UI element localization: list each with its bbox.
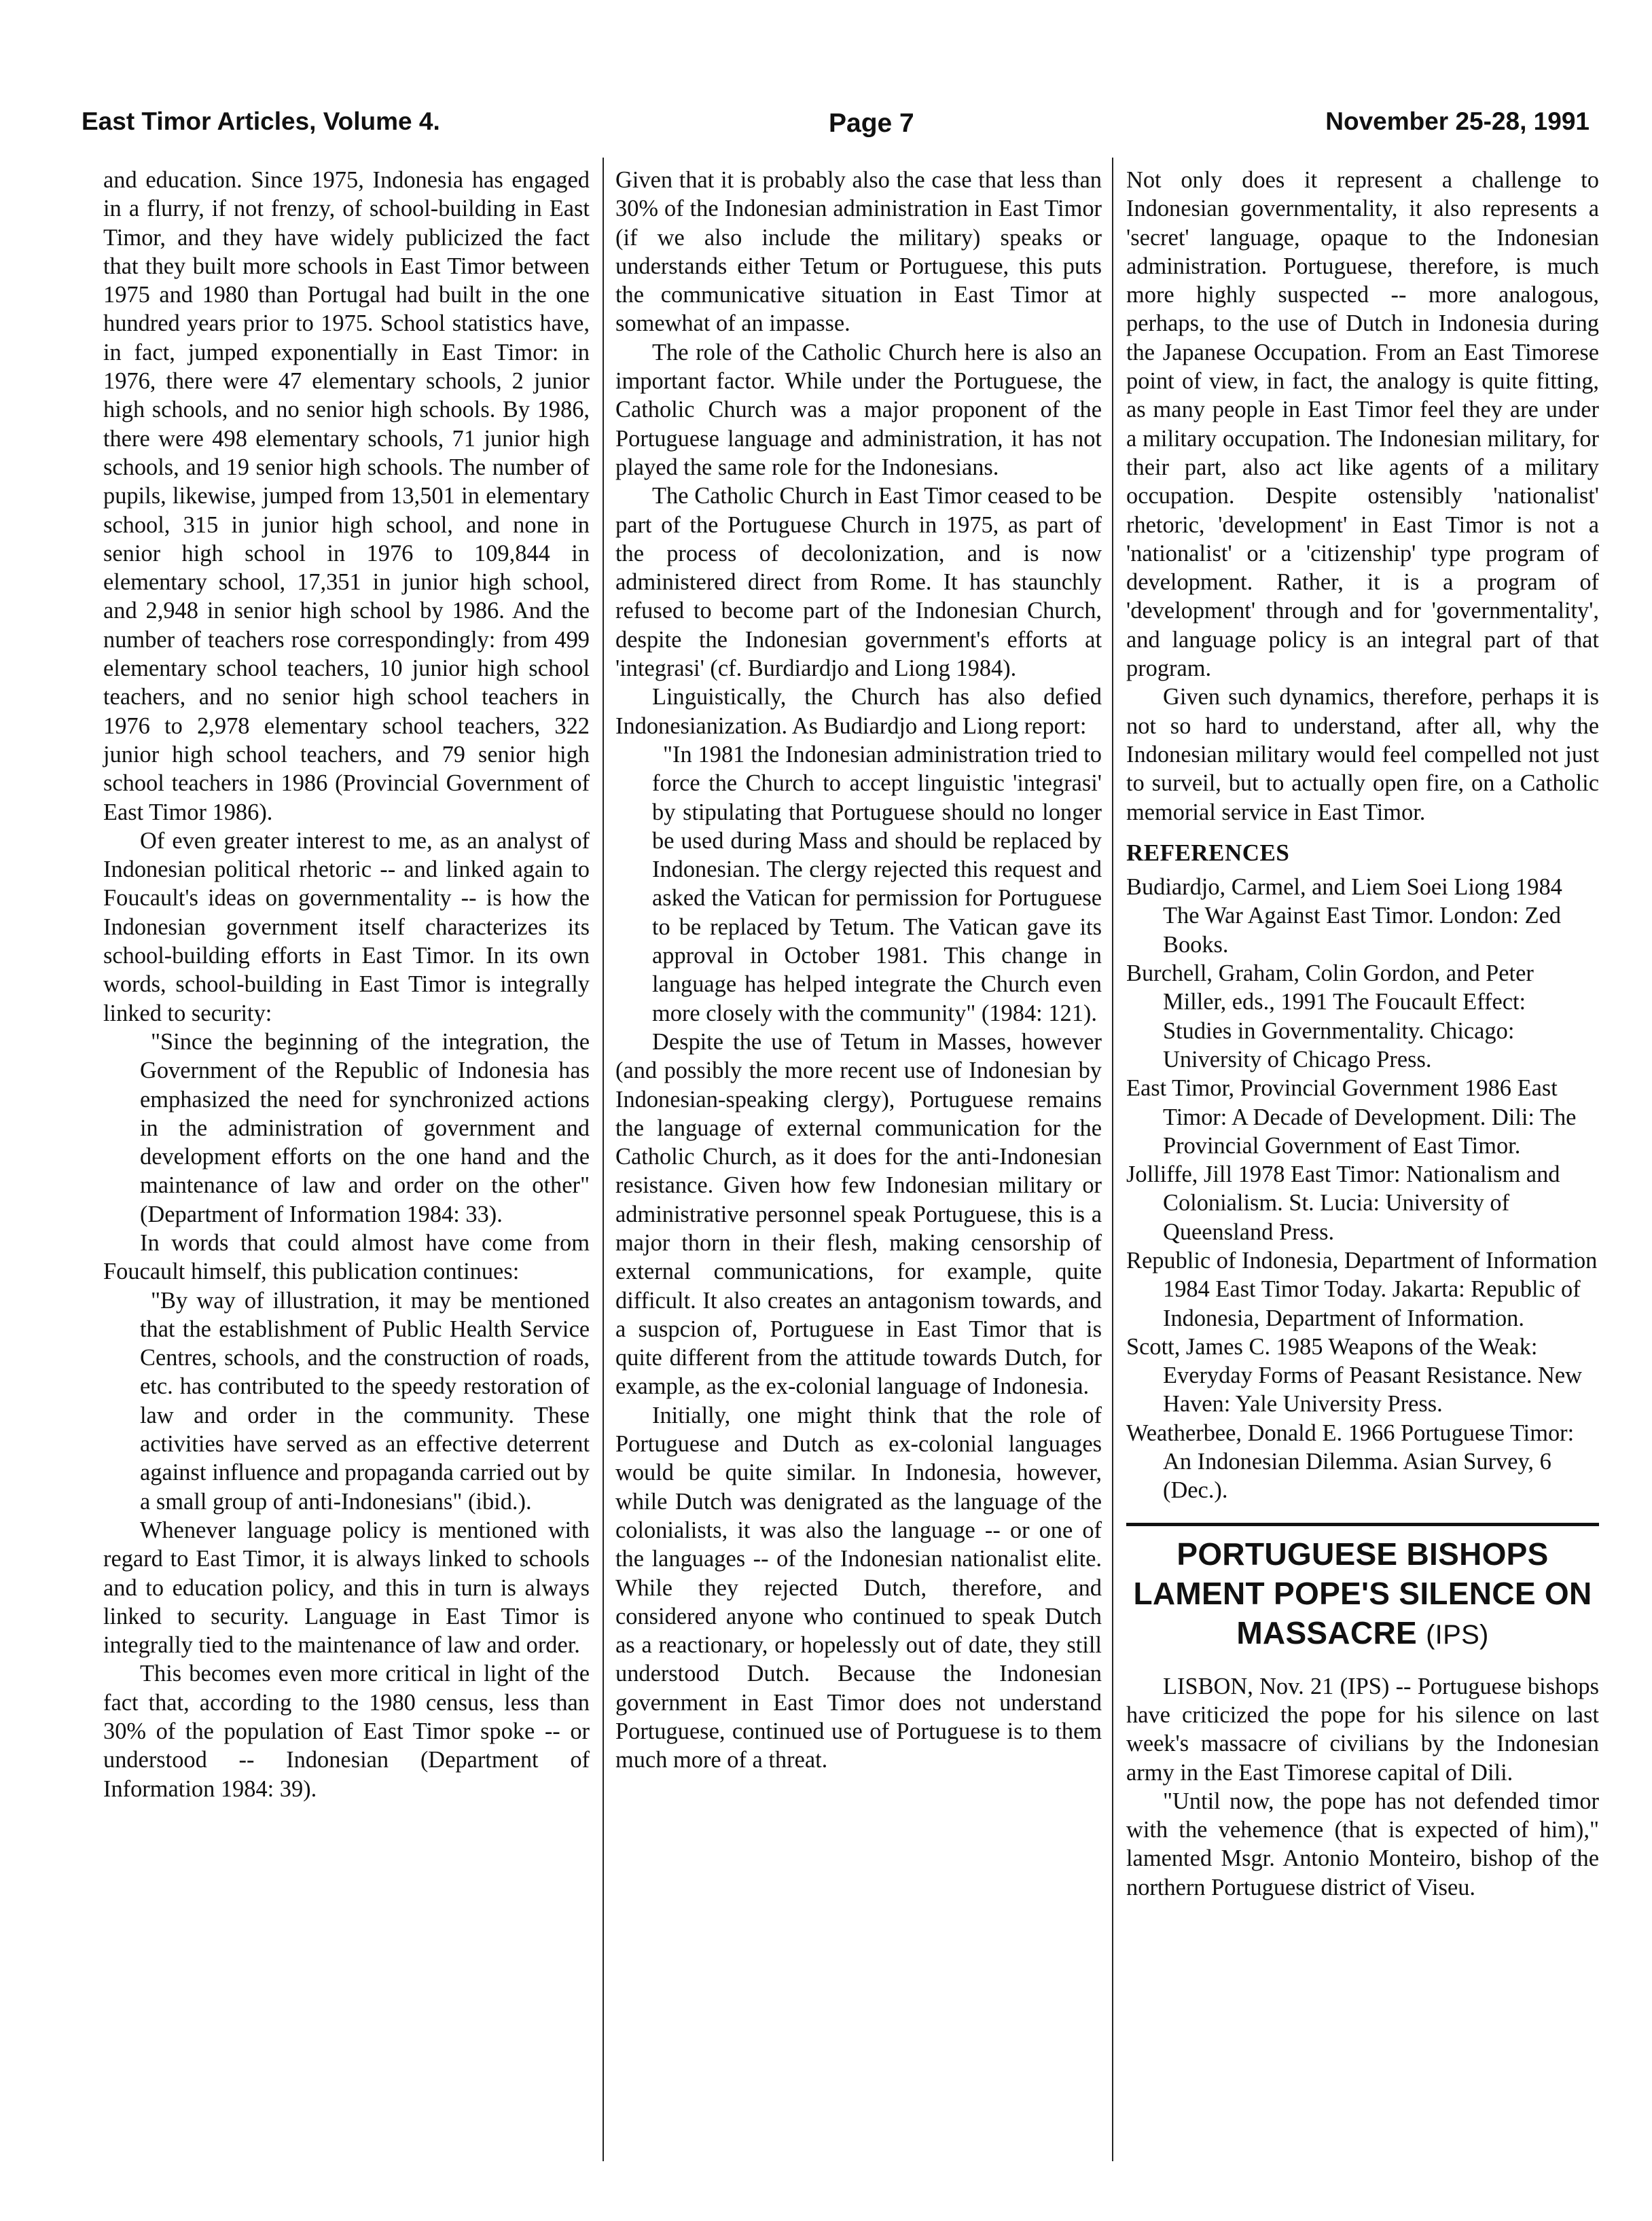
page-number: Page 7 — [829, 109, 914, 138]
paragraph: The role of the Catholic Church here is also an important factor. While under the Portuguese, the Catholic Church was a major proponent of the Portuguese language and administration, it has not played the same role for the Indonesians. — [615, 339, 1102, 480]
reference-item: Republic of Indonesia, Department of Information 1984 East Timor Today. Jakarta: Republic of Indonesia, Department of Information. — [1126, 1247, 1598, 1331]
block-quote: "In 1981 the Indonesian administration tried to force the Church to accept linguistic 'integrasi' by stipulating that Portuguese should no longer be used during Mass and should be replaced by Indonesian. The clergy rejected this request and asked the Vatican for permission for Portuguese to be replaced by Tetum. The Vatican gave its approval in October 1981. This change in language has helped integrate the Church even more closely with the community" (1984: 121). — [652, 741, 1102, 1026]
reference-item: Jolliffe, Jill 1978 East Timor: Nationalism and Colonialism. St. Lucia: University of Queensland Press. — [1126, 1161, 1560, 1245]
article-source: (IPS) — [1426, 1619, 1489, 1650]
paragraph: Despite the use of Tetum in Masses, however (and possibly the more recent use of Indonesian by Indonesian-speaking clergy), Portuguese remains the language of external communication for the Catholic Church, as it does for the anti-Indonesian resistance. Given how few Indonesian military or administrative personnel speak Portuguese, this is a major thorn in their flesh, making censorship of external communications, for example, quite difficult. It also creates an antagonism towards, and a suspcion of, Portuguese in East Timor that is quite different from the attitude towards Dutch, for example, as the ex-colonial language of Indonesia. — [615, 1028, 1102, 1400]
column-divider — [1112, 158, 1113, 2161]
references-list — [1126, 873, 1599, 1505]
references-heading: REFERENCES — [1126, 839, 1290, 866]
paragraph: Initially, one might think that the role of Portuguese and Dutch as ex-colonial languages would be quite similar. In Indonesia, however, while Dutch was denigrated as the language of the colonialists, it was also the language -- or one of the languages -- of the Indonesian nationalist elite. While they rejected Dutch, therefore, and considered anyone who continued to speak Dutch as a reactionary, or hopelessly out of date, they still understood Dutch. Because the Indonesian government in East Timor does not understand Portuguese, continued use of Portuguese is to them much more of a threat. — [615, 1402, 1102, 1773]
publication-date: November 25-28, 1991 — [1325, 107, 1590, 135]
page-header — [82, 107, 1590, 148]
reference-item: Scott, James C. 1985 Weapons of the Weak: Everyday Forms of Peasant Resistance. New Haven: Yale University Press. — [1126, 1333, 1582, 1418]
paragraph: Of even greater interest to me, as an analyst of Indonesian political rhetoric -- and linked again to Foucault's ideas on governmentality -- is how the Indonesian government itself characterizes its school-building efforts in East Timor. In its own words, school-building in East Timor is integrally linked to security: — [103, 827, 590, 1026]
paragraph: Given such dynamics, therefore, perhaps it is not so hard to understand, after all, why the Indonesian military would feel compelled not just to surveil, but to actually open fire, on a Catholic memorial service in East Timor. — [1126, 684, 1599, 825]
block-quote: "Since the beginning of the integration, the Government of the Republic of Indonesia has emphasized the need for synchronized actions in the administration of government and development efforts on the one hand and the maintenance of law and order on the other" (Department of Information 1984: 33). — [140, 1028, 590, 1227]
article-divider — [1126, 1523, 1599, 1526]
paragraph: In words that could almost have come from Foucault himself, this publication continues: — [103, 1229, 590, 1285]
paragraph: Whenever language policy is mentioned with regard to East Timor, it is always linked to schools and to education policy, and this in turn is always linked to security. Language in East Timor is integrally tied to the maintenance of law and order. — [103, 1517, 590, 1659]
paragraph: and education. Since 1975, Indonesia has engaged in a flurry, if not frenzy, of school-building in East Timor, and they have widely publicized the fact that they built more schools in East Timor between 1975 and 1980 than Portugal had built in the one hundred years prior to 1975. School statistics have, in fact, jumped exponentially in East Timor: in 1976, there were 47 elementary schools, 2 junior high schools, and no senior high schools. By 1986, there were 498 elementary schools, 71 junior high schools, and 19 senior high schools. The number of pupils, likewise, jumped from 13,501 in elementary school, 315 in junior high school, and none in senior high school in 1976 to 109,844 in elementary school, 17,351 in junior high school, and 2,948 in senior high school by 1986. And the number of teachers rose correspondingly: from 499 elementary school teachers, 10 junior high school teachers, and no senior high school teachers in 1976 to 2,978 elementary school teachers, 322 junior high school teachers, and 79 senior high school teachers in 1986 (Provincial Government of East Timor 1986). — [103, 167, 590, 825]
paragraph: Linguistically, the Church has also defied Indonesianization. As Budiardjo and Liong report: — [615, 684, 1102, 739]
paragraph: This becomes even more critical in light of the fact that, according to the 1980 census, less than 30% of the population of East Timor spoke -- or understood -- Indonesian (Department of Information 1984: 39). — [103, 1661, 590, 1802]
publication-title: East Timor Articles, Volume 4. — [82, 107, 440, 135]
paragraph: The Catholic Church in East Timor ceased to be part of the Portuguese Church in 1975, as part of the process of decolonization, and is now administered direct from Rome. It has staunchly refused to become part of the Indonesian Church, despite the Indonesian government's efforts at 'integrasi' (cf. Burdiardjo and Liong 1984). — [615, 483, 1102, 682]
column-3 — [1126, 166, 1599, 1902]
block-quote: "By way of illustration, it may be mentioned that the establishment of Public Health Service Centres, schools, and the construction of roads, etc. has contributed to the speedy restoration of law and order in the community. These activities have served as an effective deterrent against influence and propaganda carried out by a small group of anti-Indonesians" (ibid.). — [140, 1287, 590, 1515]
reference-item: East Timor, Provincial Government 1986 East Timor: A Decade of Development. Dili: The Provincial Government of East Timor. — [1126, 1075, 1577, 1159]
article-headline — [1126, 1534, 1599, 1655]
reference-item: Budiardjo, Carmel, and Liem Soei Liong 1984 The War Against East Timor. London: Zed Books. — [1126, 874, 1562, 958]
column-divider — [603, 158, 604, 2161]
reference-item: Burchell, Graham, Colin Gordon, and Peter Miller, eds., 1991 The Foucault Effect: Studies in Governmentality. Chicago: University of Chicago Press. — [1126, 960, 1534, 1072]
article-title: PORTUGUESE BISHOPS LAMENT POPE'S SILENCE ON MASSACRE — [1133, 1536, 1592, 1650]
paragraph: Given that it is probably also the case that less than 30% of the Indonesian administration in East Timor (if we also include the military) speaks or understands either Tetum or Portuguese, this puts the communicative situation in East Timor at somewhat of an impasse. — [615, 167, 1102, 337]
column-1 — [103, 166, 590, 1803]
column-2 — [615, 166, 1102, 1775]
paragraph: LISBON, Nov. 21 (IPS) -- Portuguese bishops have criticized the pope for his silence on last week's massacre of civilians by the Indonesian army in the East Timorese capital of Dili. — [1126, 1673, 1599, 1786]
paragraph: Not only does it represent a challenge to Indonesian governmentality, it also represents a 'secret' language, opaque to the Indonesian administration. Portuguese, therefore, is much more highly suspected -- more analogous, perhaps, to the use of Dutch in Indonesia during the Japanese Occupation. From an East Timorese point of view, in fact, the analogy is quite fitting, as many people in East Timor feel they are under a military occupation. The Indonesian military, for their part, also act like agents of a military occupation. Despite ostensibly 'nationalist' rhetoric, 'development' in East Timor is not a 'nationalist' or a 'citizenship' type program of development. Rather, it is a program of 'development' through and for 'governmentality', and language policy is an integral part of that program. — [1126, 167, 1599, 682]
article-body — [1126, 1672, 1599, 1902]
paragraph: "Until now, the pope has not defended timor with the vehemence (that is expected of him)," lamented Msgr. Antonio Monteiro, bishop of the northern Portuguese district of Viseu. — [1126, 1788, 1599, 1900]
reference-item: Weatherbee, Donald E. 1966 Portuguese Timor: An Indonesian Dilemma. Asian Survey, 6 (Dec.). — [1126, 1420, 1575, 1504]
